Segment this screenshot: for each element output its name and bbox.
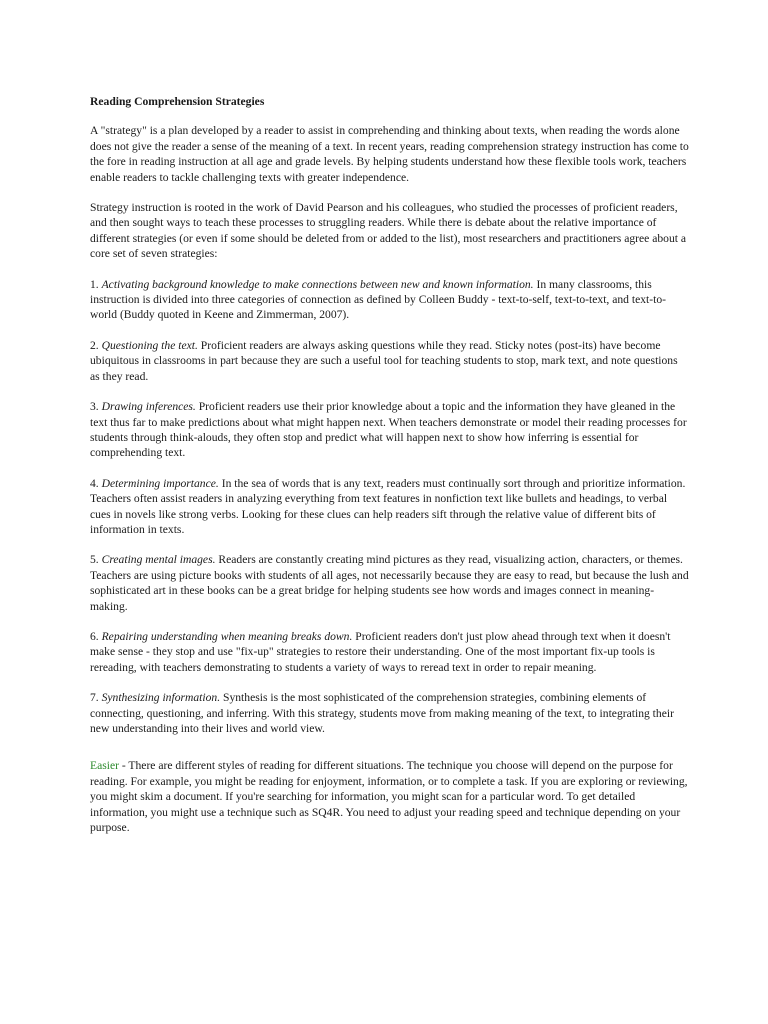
strategy-body: Proficient readers don't just plow ahead through text when it doesn't make sense - they stop and use "fix-up" strategies to restore their understanding. One of the most important fix-up tools is rereading, with teachers demonstrating to students a variety of ways to reread text in order to repair meaning. <box>90 629 671 674</box>
strategy-heading: Drawing inferences. <box>101 400 199 414</box>
strategy-number: 6. <box>90 629 102 643</box>
strategy-body: In the sea of words that is any text, readers must continually sort through and prioritize information. Teachers often assist readers in analyzing everything from text features in nonfiction text like bullets and headings, to verbal cues in novels like strong verbs. Looking for these clues can help readers sift through the relative value of different bits of information in texts. <box>90 476 686 536</box>
easier-keyword: Easier <box>90 759 119 773</box>
strategy-number: 5. <box>90 553 102 567</box>
strategy-number: 3. <box>90 400 102 414</box>
document-title: Reading Comprehension Strategies <box>90 95 265 108</box>
strategy-heading: Creating mental images. <box>101 553 219 567</box>
strategy-item <box>90 399 690 461</box>
strategy-item <box>90 338 690 384</box>
intro-paragraph: Strategy instruction is rooted in the work of David Pearson and his colleagues, who studied the processes of proficient readers, and then sought ways to teach these processes to struggling readers. While there is debate about the relative importance of different strategies (or even if some should be deleted from or added to the list), most researchers and practitioners agree about a core set of seven strategies: <box>90 201 687 261</box>
strategy-heading: Activating background knowledge to make connections between new and known information. <box>101 277 537 291</box>
strategy-item <box>90 629 690 675</box>
strategy-body: Readers are constantly creating mind pictures as they read, visualizing action, characters, or themes. Teachers are using picture books with students of all ages, not necessarily because they are easy to read, but because the lush and sophisticated art in these books can be a great bridge for helping students see how words and images connect in meaning-making. <box>90 553 689 613</box>
strategy-number: 4. <box>90 476 102 490</box>
strategy-item <box>90 476 690 538</box>
easier-paragraph <box>90 758 690 835</box>
strategy-heading: Repairing understanding when meaning breaks down. <box>101 629 356 643</box>
strategy-heading: Questioning the text. <box>101 338 201 352</box>
easier-text: - There are different styles of reading for different situations. The technique you choose will depend on the purpose for reading. For example, you might be reading for enjoyment, information, or to complete a task. If you are exploring or reviewing, you might skim a document. If you're searching for information, you might scan for a particular word. To get detailed information, you might use a technique such as SQ4R. You need to adjust your reading speed and technique depending on your purpose. <box>90 759 688 835</box>
strategy-item <box>90 552 690 614</box>
intro-paragraph: A "strategy" is a plan developed by a reader to assist in comprehending and thinking about texts, when reading the words alone does not give the reader a sense of the meaning of a text. In recent years, reading comprehension strategy instruction has come to the fore in reading instruction at all age and grade levels. By helping students understand how these flexible tools work, teachers enable readers to tackle challenging texts with greater independence. <box>90 124 689 184</box>
strategy-number: 2. <box>90 338 102 352</box>
strategy-body: Synthesis is the most sophisticated of the comprehension strategies, combining elements of connecting, questioning, and inferring. With this strategy, students move from making meaning of the text, to integrating their new understanding into their lives and world view. <box>90 691 674 735</box>
strategy-body: Proficient readers are always asking questions while they read. Sticky notes (post-its) have become ubiquitous in classrooms in part because they are such a useful tool for teaching students to stop, mark text, and note questions as they read. <box>90 338 678 383</box>
strategy-item <box>90 690 690 736</box>
document-body <box>90 94 690 850</box>
strategy-heading: Synthesizing information. <box>101 691 224 705</box>
strategy-item <box>90 277 690 323</box>
strategy-number: 1. <box>90 277 102 291</box>
strategy-body: In many classrooms, this instruction is divided into three categories of connection as defined by Colleen Buddy - text-to-self, text-to-text, and text-to-world (Buddy quoted in Keene and Zimmerman, 2007). <box>90 277 666 322</box>
strategy-heading: Determining importance. <box>101 476 222 490</box>
strategy-number: 7. <box>90 691 102 705</box>
strategy-body: Proficient readers use their prior knowledge about a topic and the information they have gleaned in the text thus far to make predictions about what might happen next. When teachers demonstrate or model their reading processes for students through think-alouds, they often stop and predict what will happen next to show how inferring is essential for comprehending text. <box>90 400 687 460</box>
